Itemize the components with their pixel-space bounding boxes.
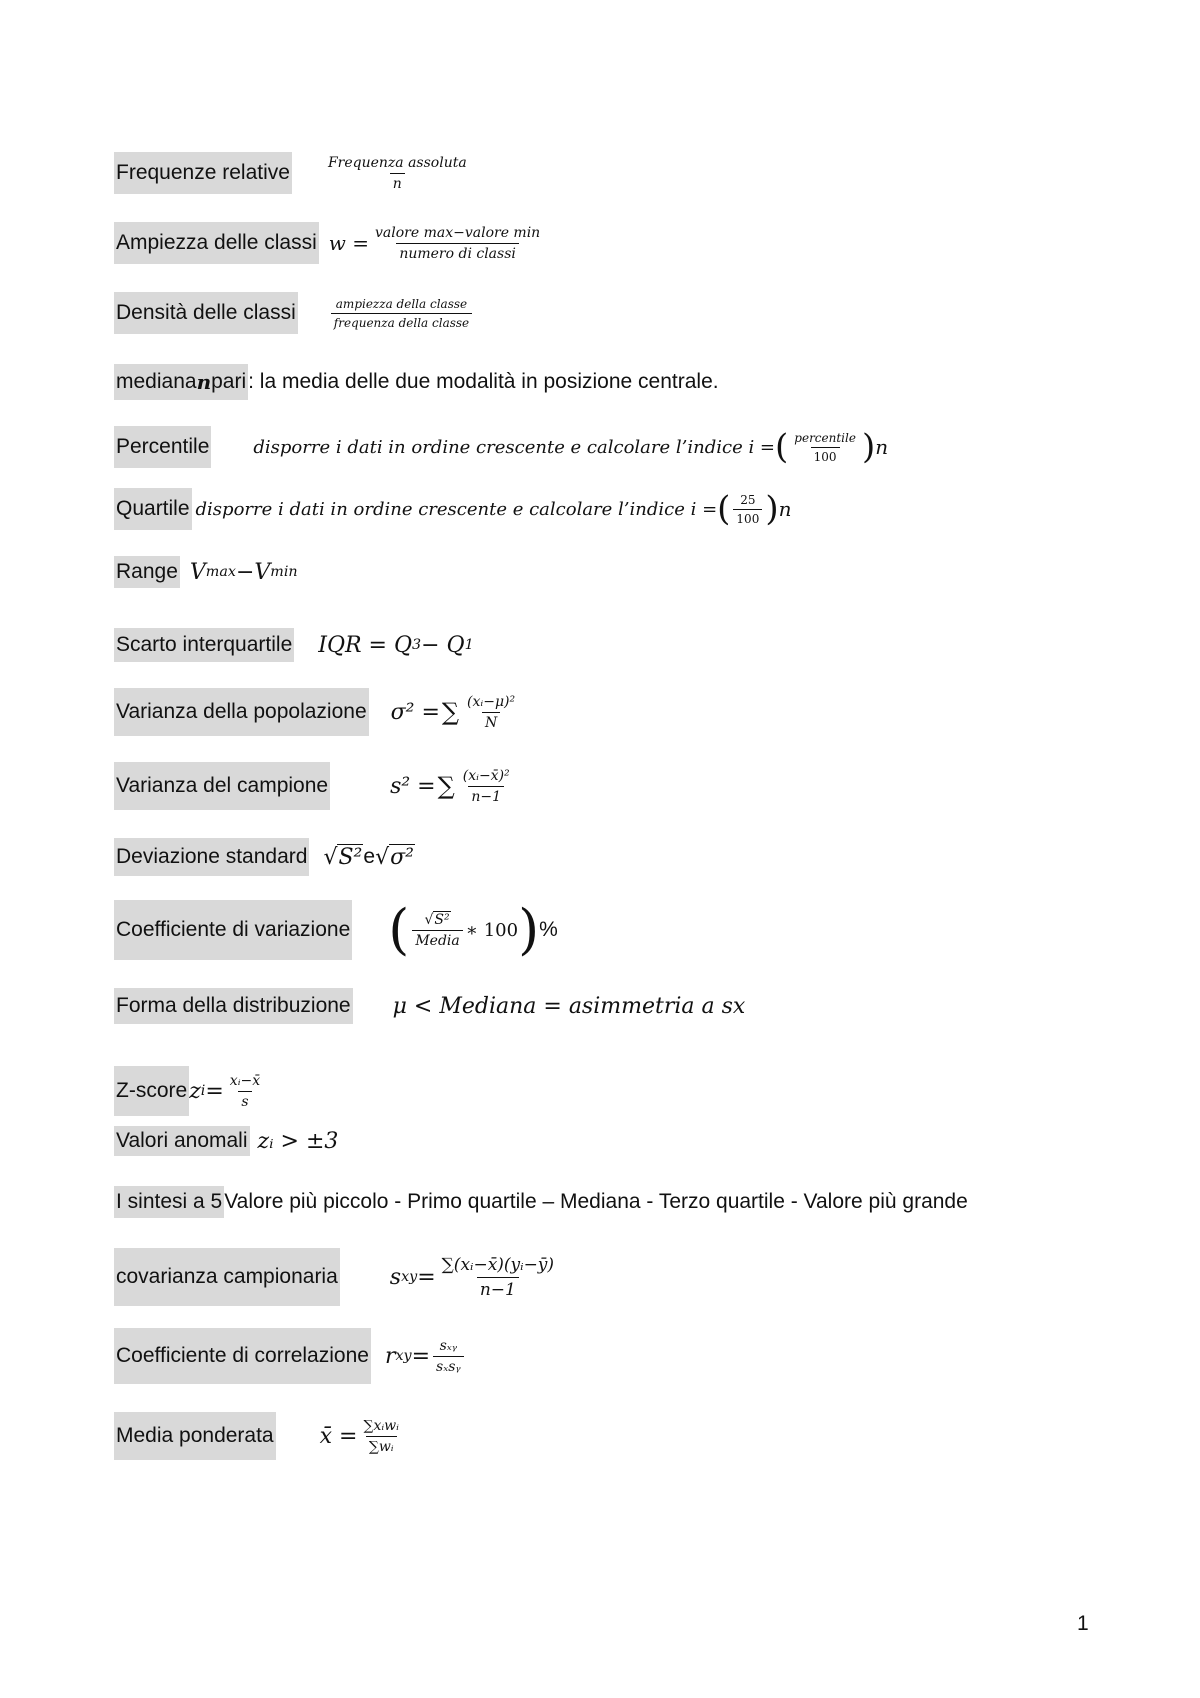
formula-correlazione: r xy = $\frac{\text{sₓᵧ}}{\text{sₓsᵧ}}$ [385, 1338, 467, 1375]
formula-forma-distribuzione: μ < Mediana = asimmetria a sx [392, 993, 746, 1019]
label-z-score: Z-score [114, 1066, 189, 1116]
page-number: 1 [1077, 1612, 1089, 1635]
label-media-ponderata: Media ponderata [114, 1412, 276, 1460]
row-range [114, 556, 298, 588]
text-sintesi-5: Valore più piccolo - Primo quartile – Mediana - Terzo quartile - Valore più grande [224, 1190, 968, 1213]
row-quartile [114, 488, 791, 530]
formula-iqr: IQR = Q 3 − Q 1 [318, 632, 474, 658]
row-scarto-interquartile [114, 628, 474, 662]
row-media-ponderata [114, 1412, 405, 1460]
label-range: Range [114, 556, 180, 588]
row-varianza-campione [114, 762, 516, 810]
label-ampiezza-classi: Ampiezza delle classi [114, 222, 319, 264]
row-sintesi-5 [114, 1186, 968, 1218]
row-densita-classi [114, 292, 475, 334]
formula-range: V max − V min [189, 559, 298, 585]
label-forma-distribuzione: Forma della distribuzione [114, 988, 353, 1024]
label-coefficiente-correlazione: Coefficiente di correlazione [114, 1328, 371, 1384]
text-mediana: : la media delle due modalità in posizione centrale. [248, 370, 719, 393]
row-varianza-popolazione [114, 688, 521, 736]
row-frequenze-relative [114, 152, 473, 194]
label-frequenze-relative: Frequenze relative [114, 152, 292, 194]
formula-coefficiente-variazione: ( $\frac{\text{√S²}}{\text{Media}}$ ∗ 100 ) % [388, 898, 558, 961]
label-coefficiente-variazione: Coefficiente di variazione [114, 900, 352, 960]
formula-frequenze-relative: $\frac{\text{Frequenza assoluta}}{n}$ [327, 154, 467, 192]
formula-media-ponderata: x̄ = $\frac{\text{∑xᵢwᵢ}}{\text{∑wᵢ}}$ [319, 1417, 399, 1455]
formula-z-score: z i = $\frac{\text{xᵢ−x̄}}{s}$ [189, 1072, 261, 1110]
label-deviazione-standard: Deviazione standard [114, 838, 309, 876]
label-percentile: Percentile [114, 426, 211, 468]
row-covarianza-campionaria [114, 1248, 560, 1306]
formula-deviazione-standard: √ S² e √ σ² [323, 844, 414, 870]
row-mediana [114, 364, 719, 400]
label-mediana: mediana n pari [114, 364, 248, 400]
formula-densita-fraction: $\frac{\text{ampiezza della classe}}{\text{frequenza della classe}}$ [331, 297, 472, 330]
formula-percentile-text: disporre i dati in ordine crescente e calcolare l’indice i = [253, 436, 776, 458]
formula-valori-anomali: zᵢ > ±3 [257, 1128, 339, 1154]
label-sintesi-5: I sintesi a 5 [114, 1186, 224, 1218]
label-valori-anomali: Valori anomali [114, 1126, 250, 1156]
formula-ampiezza-lhs: w = [328, 231, 369, 255]
row-coefficiente-correlazione [114, 1328, 467, 1384]
row-ampiezza-classi [114, 222, 546, 264]
row-percentile [114, 426, 888, 468]
label-varianza-popolazione: Varianza della popolazione [114, 688, 369, 736]
label-densita-classi: Densità delle classi [114, 292, 298, 334]
formula-varianza-popolazione: σ² = ∑ $\frac{\text{(xᵢ−μ)²}}{N}$ [390, 693, 516, 731]
row-valori-anomali [114, 1126, 338, 1156]
formula-varianza-campione: s² = ∑ $\frac{\text{(xᵢ−x̄)²}}{n-1}$ [390, 767, 510, 805]
formula-covarianza: s xy = $\frac{\text{∑(xᵢ−x̄)(yᵢ−ȳ)}}{n-1}$ [389, 1254, 555, 1300]
formula-percentile-fraction: ( $\frac{\text{percentile}}{100}$ ) n [775, 427, 889, 467]
formula-quartile-fraction: ( $\frac{25}{100}$ ) n [717, 489, 792, 529]
label-scarto-interquartile: Scarto interquartile [114, 628, 294, 662]
row-z-score [114, 1066, 266, 1116]
row-coefficiente-variazione [114, 900, 558, 960]
label-quartile: Quartile [114, 488, 192, 530]
formula-ampiezza-fraction: $\frac{\text{valore max−valore min}}{\text{numero di classi}}$ [375, 224, 541, 262]
row-forma-distribuzione [114, 988, 745, 1024]
row-deviazione-standard [114, 838, 415, 876]
label-varianza-campione: Varianza del campione [114, 762, 330, 810]
formula-quartile-text: disporre i dati in ordine crescente e calcolare l’indice i = [195, 498, 718, 520]
label-covarianza-campionaria: covarianza campionaria [114, 1248, 340, 1306]
